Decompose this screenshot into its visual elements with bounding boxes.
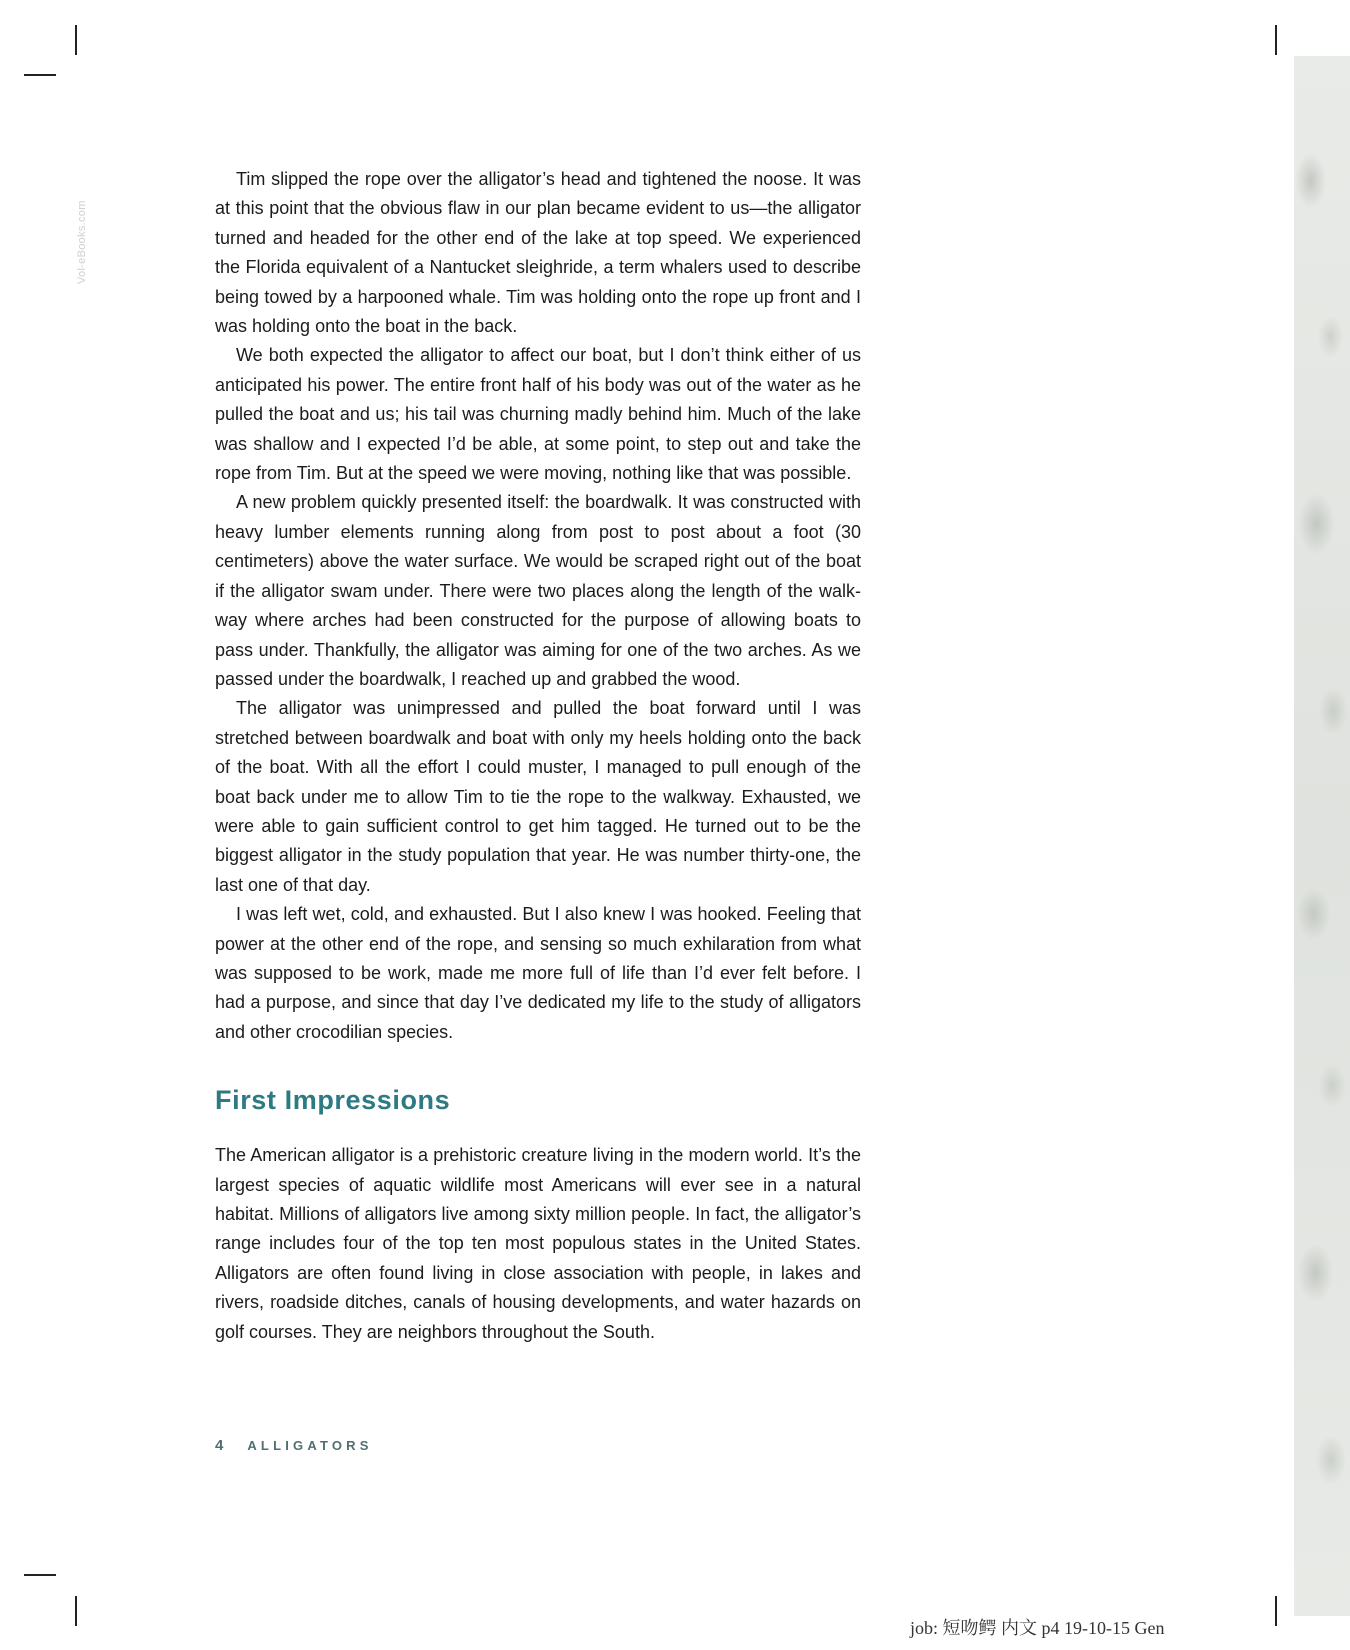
textured-edge-strip bbox=[1294, 56, 1350, 1616]
body-paragraph: A new problem quickly presented itself: the boardwalk. It was constructed with heavy lumber elements running along from post to post about a foot (30 centimeters) above the water surface. We would be scraped right out of the boat if the alligator swam under. There were two places along the length of the walkway where arches had been constructed for the purpose of allowing boats to pass under. Thankfully, the alligator was aiming for one of the two arches. As we passed under the boardwalk, I reached up and grabbed the wood. bbox=[215, 492, 861, 689]
crop-mark-top-left-vertical bbox=[75, 25, 77, 55]
watermark-text: Vol-eBooks.com bbox=[76, 200, 88, 284]
body-paragraph: The American alligator is a prehistoric creature living in the modern world. It’s the largest species of aquatic wildlife most Americans will ever see in a natural habitat. Millions of alligators live among sixty million people. In fact, the alligator’s range includes four of the top ten most populous states in the United States. Alligators are often found living in close association with people, in lakes and rivers, roadside ditches, canals of housing developments, and water hazards on golf courses. They are neighbors throughout the South. bbox=[215, 1145, 861, 1342]
crop-mark-top-left-horizontal bbox=[24, 74, 56, 76]
body-paragraph: I was left wet, cold, and exhausted. But I also knew I was hooked. Feeling that power at the other end of the rope, and sensing so much exhilaration from what was supposed to be work, made me more full of life than I’d ever felt before. I had a purpose, and since that day I’ve dedicated my life to the study of alligators and other crocodilian species. bbox=[215, 904, 861, 1042]
body-paragraph: Tim slipped the rope over the alligator’s head and tightened the noose. It was at this point that the obvious flaw in our plan became evident to us—the alligator turned and headed for the other end of the lake at top speed. We experienced the Florida equivalent of a Nantucket sleighride, a term whalers used to describe being towed by a harpooned whale. Tim was holding onto the rope up front and I was holding onto the boat in the back. bbox=[215, 169, 861, 337]
print-job-slug: job: 短吻鳄 内文 p4 19-10-15 Gen bbox=[910, 1618, 1165, 1638]
body-paragraph: The alligator was unimpressed and pulled the boat forward until I was stretched between boardwalk and boat with only my heels holding onto the back of the boat. With all the effort I could muster, I managed to pull enough of the boat back under me to allow Tim to tie the rope to the walkway. Exhausted, we were able to gain sufficient control to get him tagged. He turned out to be the biggest alligator in the study population that year. He was number thirty-one, the last one of that day. bbox=[215, 698, 861, 895]
page-footer bbox=[215, 1437, 373, 1454]
body-paragraph: We both expected the alligator to affect our boat, but I don’t think either of us anticipated his power. The entire front half of his body was out of the water as he pulled the boat and us; his tail was churning madly behind him. Much of the lake was shallow and I expected I’d be able, at some point, to step out and take the rope from Tim. But at the speed we were moving, nothing like that was possible. bbox=[215, 345, 861, 484]
page-number: 4 bbox=[215, 1437, 224, 1454]
section-heading: First Impressions bbox=[215, 1085, 451, 1116]
crop-mark-top-right-vertical bbox=[1275, 25, 1277, 55]
crop-mark-bottom-left-horizontal bbox=[24, 1574, 56, 1576]
crop-mark-bottom-right-vertical bbox=[1275, 1596, 1277, 1626]
crop-mark-bottom-left-vertical bbox=[75, 1596, 77, 1626]
body-text-column bbox=[215, 165, 861, 1347]
running-head: ALLIGATORS bbox=[247, 1438, 373, 1453]
